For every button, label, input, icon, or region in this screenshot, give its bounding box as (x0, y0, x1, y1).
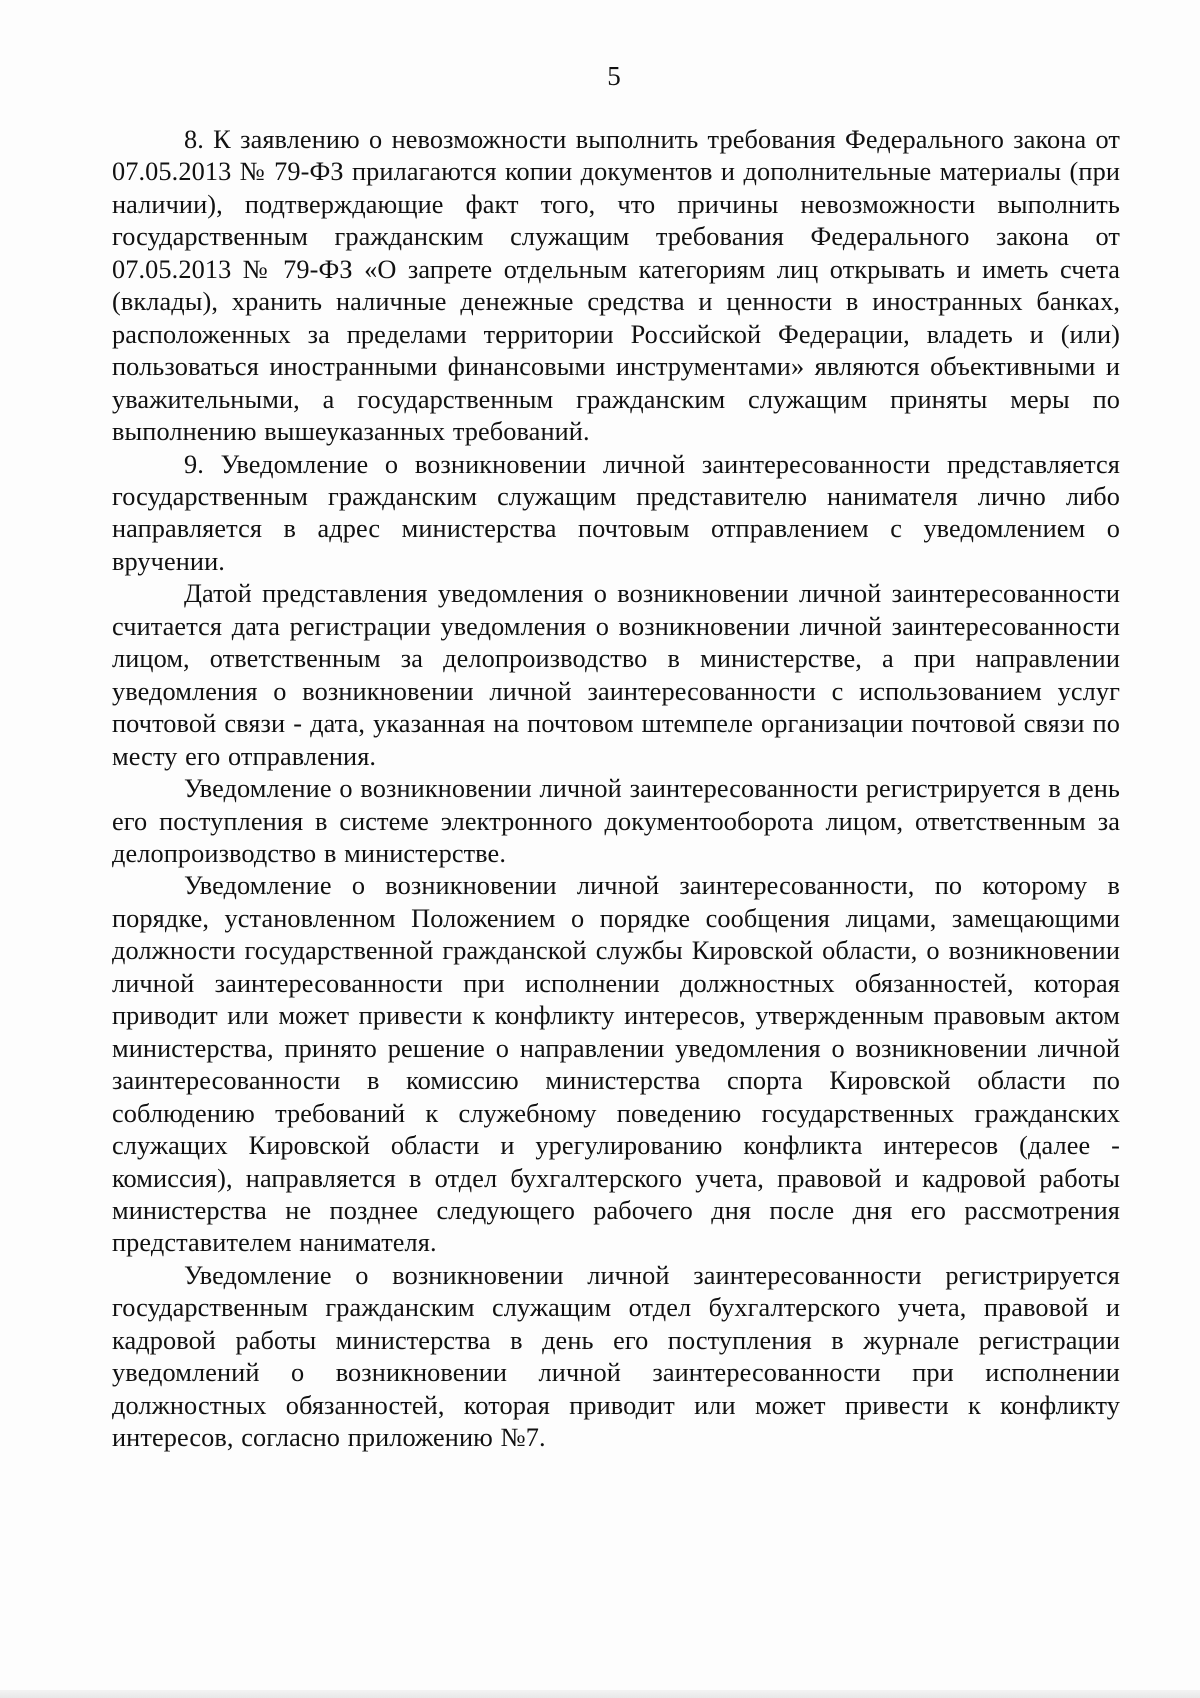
document-body (112, 124, 1120, 1455)
paragraph-9-notification-submission: 9. Уведомление о возникновении личной заинтересованности представляется государственным гражданским служащим представителю нанимателя лично либо направляется в адрес министерства почтовым отправлением с уведомлением о вручении. (112, 449, 1120, 576)
paragraph-8-attachments: 8. К заявлению о невозможности выполнить требования Федерального закона от 07.05.2013 № 79-ФЗ прилагаются копии документов и дополнительные материалы (при наличии), подтверждающие факт того, что причины невозможности выполнить государственным гражданским служащим требования Федерального закона от 07.05.2013 № 79-ФЗ «О запрете отдельным категориям лиц открывать и иметь счета (вклады), хранить наличные денежные средства и ценности в иностранных банках, расположенных за пределами территории Российской Федерации, владеть и (или) пользоваться иностранными финансовыми инструментами» являются объективными и уважительными, а государственным гражданским служащим приняты меры по выполнению вышеуказанных требований. (112, 125, 1120, 447)
page-number: 5 (607, 61, 621, 91)
paragraph-commission-referral: Уведомление о возникновении личной заинтересованности, по которому в порядке, установленном Положением о порядке сообщения лицами, замещающими должности государственной гражданской службы Кировской области, о возникновении личной заинтересованности при исполнении должностных обязанностей, которая приводит или может привести к конфликту интересов, утвержденным правовым актом министерства, принято решение о направлении уведомления о возникновении личной заинтересованности в комиссию министерства спорта Кировской области по соблюдению требований к служебному поведению государственных гражданских служащих Кировской области и урегулированию конфликта интересов (далее - комиссия), направляется в отдел бухгалтерского учета, правовой и кадровой работы министерства не позднее следующего рабочего дня после дня его рассмотрения представителем нанимателя. (112, 871, 1120, 1258)
paragraph-submission-date: Датой представления уведомления о возникновении личной заинтересованности считается дата регистрации уведомления о возникновении личной заинтересованности лицом, ответственным за делопроизводство в министерстве, а при направлении уведомления о возникновении личной заинтересованности с использованием услуг почтовой связи - дата, указанная на почтовом штемпеле организации почтовой связи по месту его отправления. (112, 579, 1120, 771)
paragraph-registration-edo: Уведомление о возникновении личной заинтересованности регистрируется в день его поступления в системе электронного документооборота лицом, ответственным за делопроизводство в министерстве. (112, 774, 1120, 868)
scan-bottom-edge (0, 1690, 1200, 1698)
paragraph-journal-registration: Уведомление о возникновении личной заинтересованности регистрируется государственным гражданским служащим отдел бухгалтерского учета, правовой и кадровой работы министерства в день его поступления в журнале регистрации уведомлений о возникновении личной заинтересованности при исполнении должностных обязанностей, которая приводит или может привести к конфликту интересов, согласно приложению №7. (112, 1260, 1120, 1453)
